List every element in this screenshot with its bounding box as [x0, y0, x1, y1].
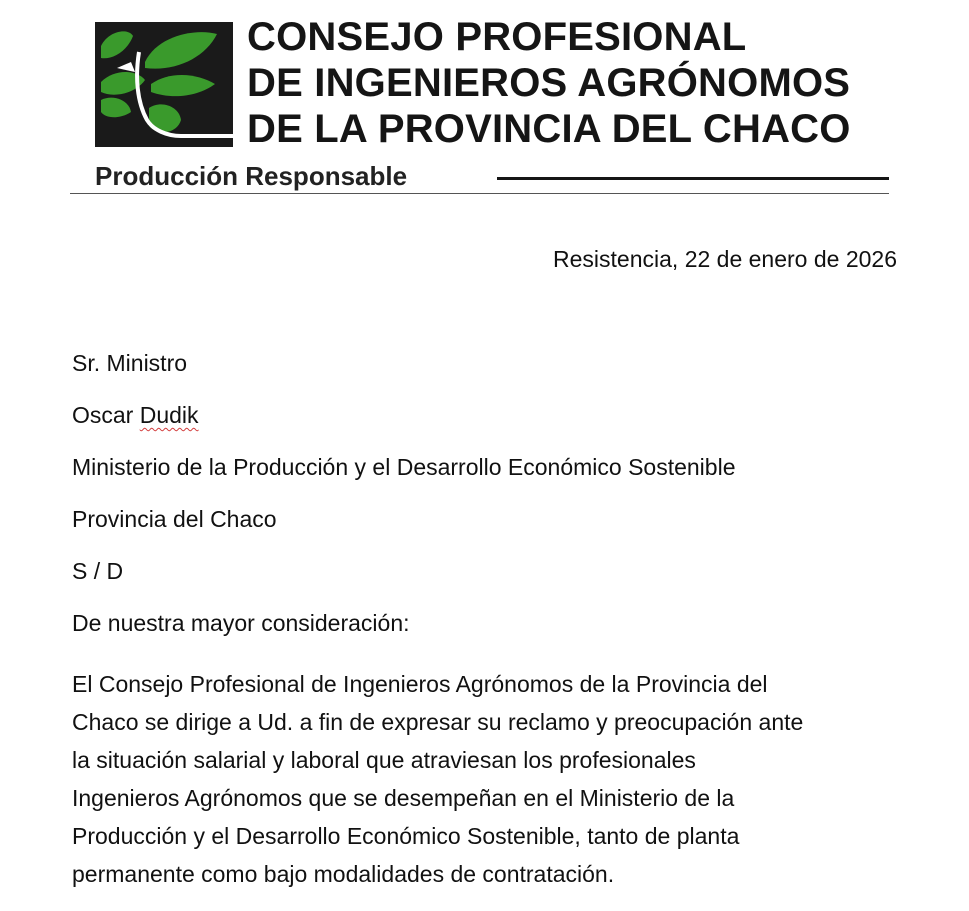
organization-name-line-3: DE LA PROVINCIA DEL CHACO — [247, 107, 851, 151]
body-line: Ingenieros Agrónomos que se desempeñan en el Ministerio de la — [72, 785, 735, 811]
tagline: Producción Responsable — [95, 161, 408, 191]
letter-body-paragraph — [72, 665, 902, 893]
recipient-last-name: Dudik — [139, 402, 199, 428]
recipient-province: Provincia del Chaco — [72, 506, 277, 532]
recipient-sd: S / D — [72, 558, 124, 584]
recipient-ministry: Ministerio de la Producción y el Desarrollo Económico Sostenible — [72, 454, 736, 480]
recipient-block — [72, 348, 736, 660]
recipient-title: Sr. Ministro — [72, 350, 188, 376]
organization-name — [247, 14, 851, 152]
organization-name-line-1: CONSEJO PROFESIONAL — [247, 15, 747, 59]
body-line: Producción y el Desarrollo Económico Sostenible, tanto de planta — [72, 823, 740, 849]
recipient-first-name: Oscar — [72, 402, 134, 428]
place-and-date: Resistencia, 22 de enero de 2026 — [553, 246, 897, 272]
body-line: El Consejo Profesional de Ingenieros Agrónomos de la Provincia del — [72, 671, 768, 697]
organization-name-line-2: DE INGENIEROS AGRÓNOMOS — [247, 61, 851, 105]
letterhead — [0, 0, 969, 200]
recipient-name — [72, 400, 736, 452]
body-line: Chaco se dirige a Ud. a fin de expresar su reclamo y preocupación ante — [72, 709, 804, 735]
tagline-rule — [497, 177, 889, 180]
leaf-logo-icon — [95, 22, 233, 147]
letterhead-divider — [70, 193, 889, 194]
body-line: la situación salarial y laboral que atraviesan los profesionales — [72, 747, 696, 773]
body-line: permanente como bajo modalidades de contratación. — [72, 861, 615, 887]
salutation: De nuestra mayor consideración: — [72, 610, 410, 636]
